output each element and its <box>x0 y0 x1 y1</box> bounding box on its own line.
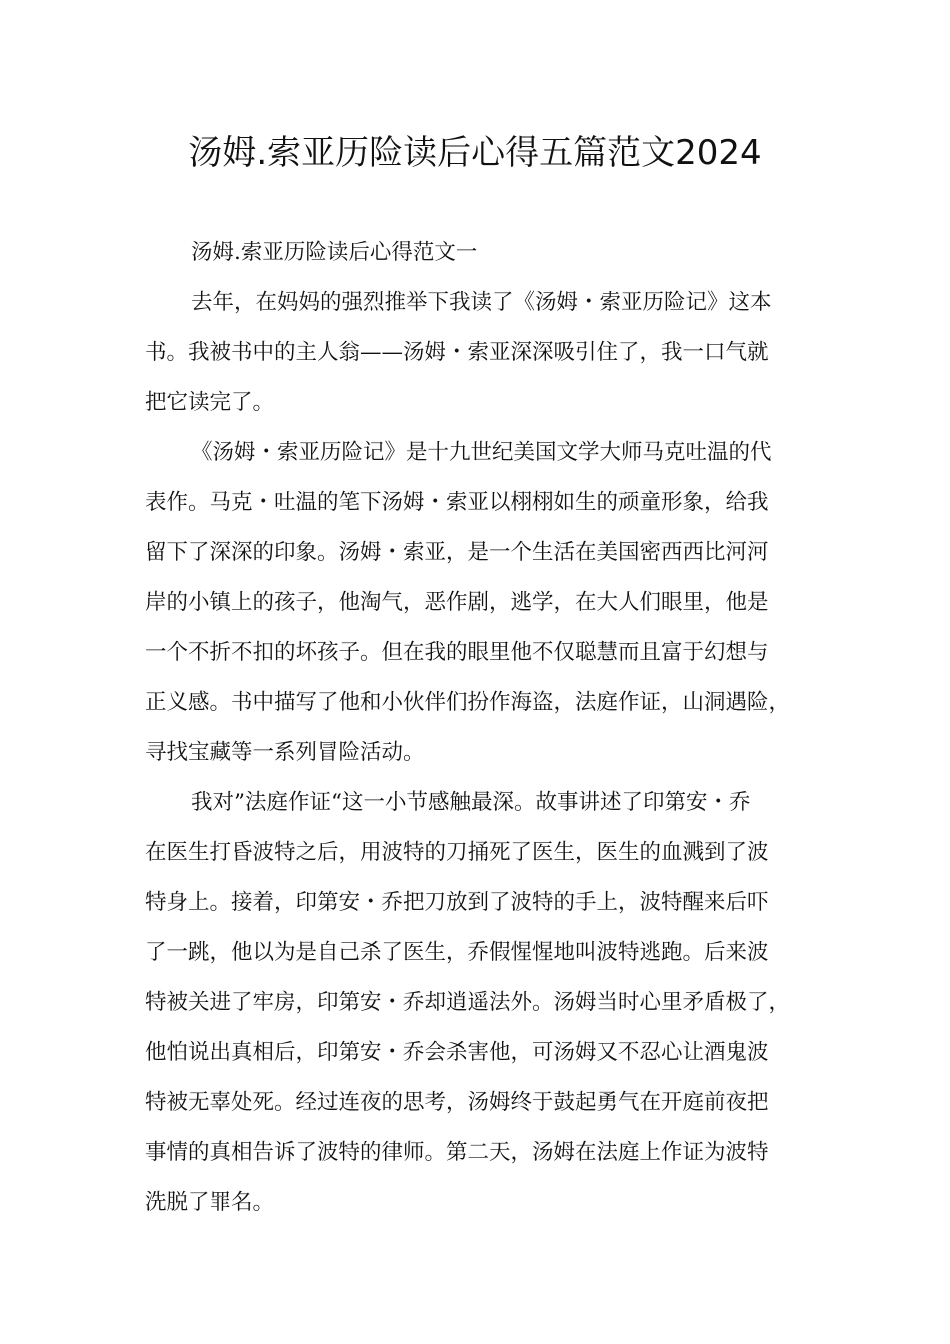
document-body <box>145 228 827 1228</box>
paragraph-line: 特被关进了牢房，印第安・乔却逍遥法外。汤姆当时心里矛盾极了， <box>145 990 791 1015</box>
paragraph-line: 他怕说出真相后，印第安・乔会杀害他，可汤姆又不忍心让酒鬼波 <box>145 1040 769 1065</box>
paragraph-line: 在医生打昏波特之后，用波特的刀捅死了医生，医生的血溅到了波 <box>145 840 769 865</box>
paragraph-line: 留下了深深的印象。汤姆・索亚，是一个生活在美国密西西比河河 <box>145 540 769 565</box>
paragraph-line: 去年，在妈妈的强烈推举下我读了《汤姆・索亚历险记》这本 <box>191 290 772 315</box>
paragraph-line: 一个不折不扣的坏孩子。但在我的眼里他不仅聪慧而且富于幻想与 <box>145 640 769 665</box>
document-title: 汤姆.索亚历险读后心得五篇范文2024 <box>188 133 762 173</box>
paragraph-line: 寻找宝藏等一系列冒险活动。 <box>145 740 425 765</box>
paragraph-1 <box>145 278 827 428</box>
paragraph-line: 洗脱了罪名。 <box>145 1190 275 1215</box>
paragraph-line: 《汤姆・索亚历险记》是十九世纪美国文学大师马克吐温的代 <box>191 440 772 465</box>
paragraph-line: 正义感。书中描写了他和小伙伴们扮作海盗，法庭作证，山洞遇险， <box>145 690 791 715</box>
paragraph-line: 了一跳，他以为是自己杀了医生，乔假惺惺地叫波特逃跑。后来波 <box>145 940 769 965</box>
paragraph-2 <box>145 428 827 778</box>
section-heading: 汤姆.索亚历险读后心得范文一 <box>191 240 478 265</box>
paragraph-line: 特被无辜处死。经过连夜的思考，汤姆终于鼓起勇气在开庭前夜把 <box>145 1090 769 1115</box>
paragraph-line: 特身上。接着，印第安・乔把刀放到了波特的手上，波特醒来后吓 <box>145 890 769 915</box>
paragraph-line: 把它读完了。 <box>145 390 275 415</box>
paragraph-line: 事情的真相告诉了波特的律师。第二天，汤姆在法庭上作证为波特 <box>145 1140 769 1165</box>
paragraph-3 <box>145 778 827 1228</box>
paragraph-line: 书。我被书中的主人翁——汤姆・索亚深深吸引住了，我一口气就 <box>145 340 769 365</box>
paragraph-line: 表作。马克・吐温的笔下汤姆・索亚以栩栩如生的顽童形象，给我 <box>145 490 769 515</box>
paragraph-line: 岸的小镇上的孩子，他淘气，恶作剧，逃学，在大人们眼里，他是 <box>145 590 769 615</box>
paragraph-line: 我对”法庭作证“这一小节感触最深。故事讲述了印第安・乔 <box>191 790 751 815</box>
